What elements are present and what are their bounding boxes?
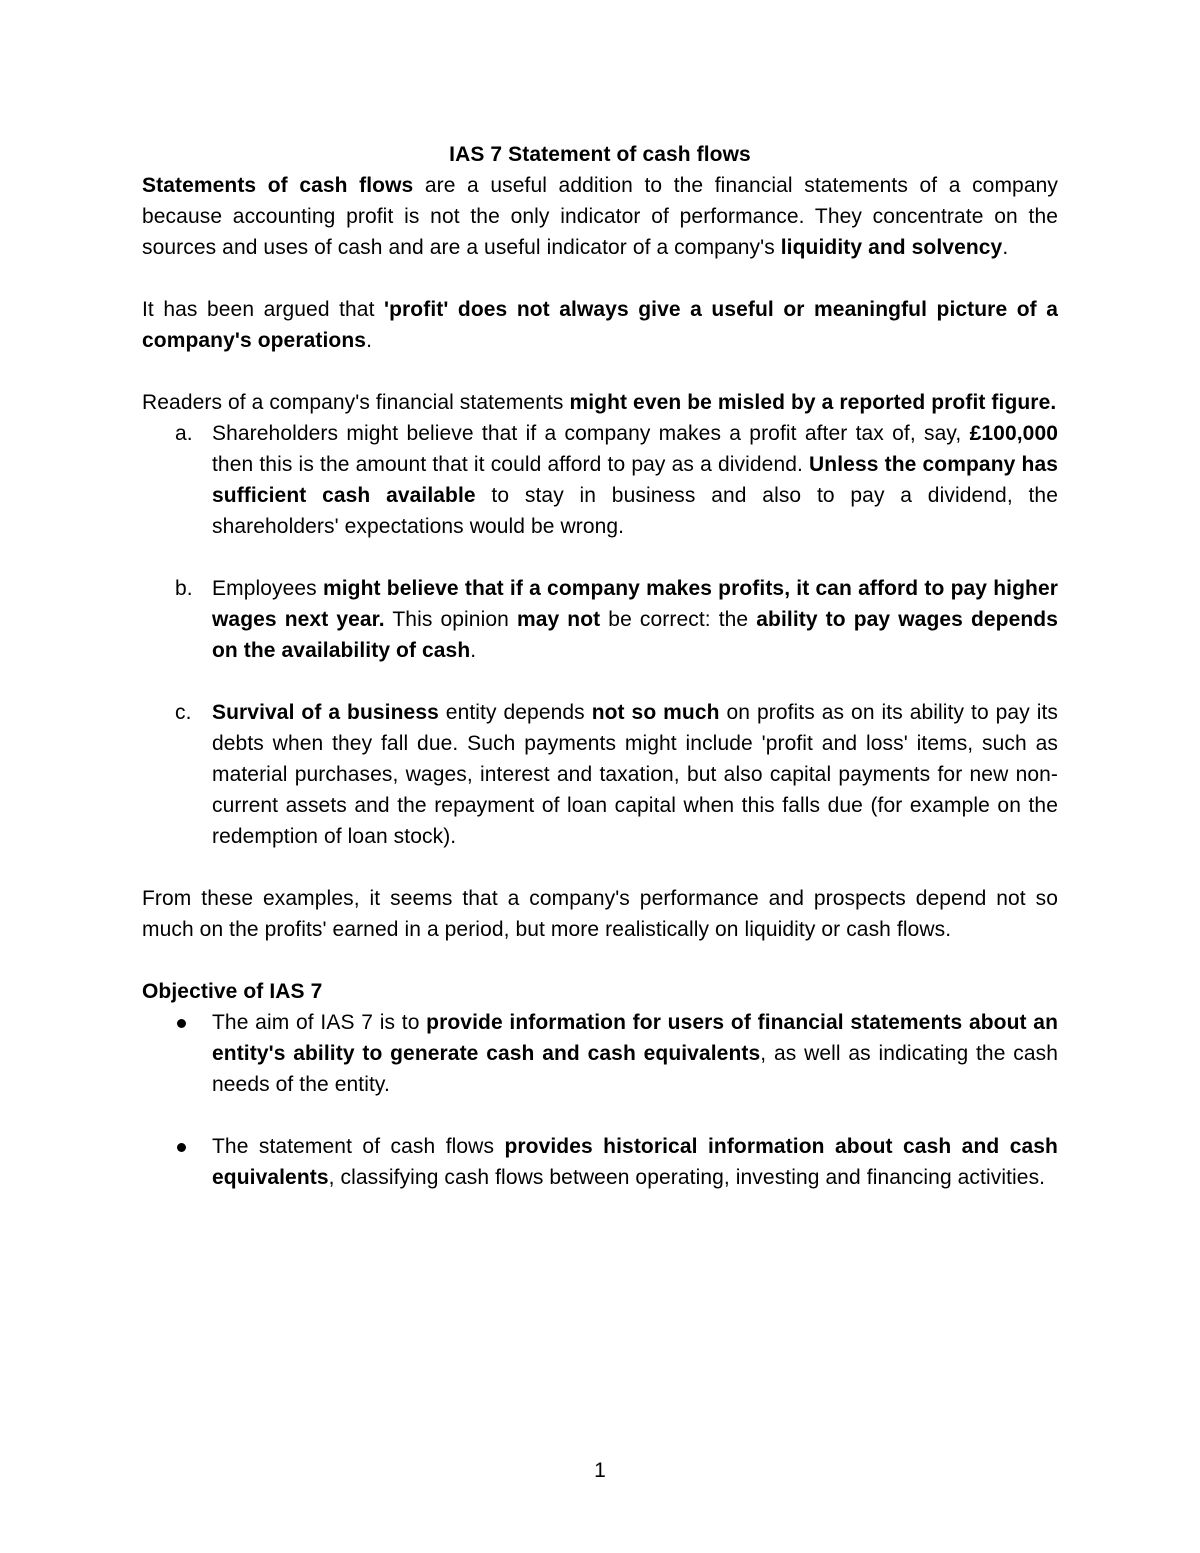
spacer [142, 945, 1058, 976]
spacer [142, 1100, 1058, 1131]
document-title: IAS 7 Statement of cash flows [449, 143, 751, 166]
item-text: on profits as on its ability to pay its debts when they fall due. Such payments might include 'profit and loss' items, such as material purchases, wages, interest and taxation, but also capital payments for new non-current assets and the repayment of loan capital when this falls due (for example on the redemption of loan stock). [212, 701, 1059, 848]
list-marker: b. [175, 577, 193, 600]
item-text: to stay in business and also to pay a dividend, the shareholders' expectations would be wrong. [212, 484, 1058, 538]
item-text: entity depends [438, 701, 592, 724]
item-text: then this is the amount that it could afford to pay as a dividend. [212, 453, 810, 476]
bullet-bold: provides historical information about cash and cash equivalents [212, 1135, 1058, 1189]
item-bold: ability to pay wages depends on the availability of cash [212, 608, 1058, 662]
intro-text: are a useful addition to the financial statements of a company because accounting profit is not the only indicator of performance. They concentrate on the sources and uses of cash and are a useful indicator of a company's [142, 174, 1058, 259]
bullet-item [142, 1007, 1058, 1100]
spacer [142, 666, 1058, 697]
objective-heading: Objective of IAS 7 [142, 980, 323, 1003]
item-bold: not so much [591, 701, 720, 724]
objective-bullets [142, 1007, 1058, 1193]
item-bold: Unless the company has sufficient cash available [212, 453, 1058, 507]
item-bold: Survival of a business [212, 701, 439, 724]
argued-bold: 'profit' does not always give a useful or meaningful picture of a company's operations [142, 298, 1059, 352]
bullet-bold: provide information for users of financial statements about an entity's ability to generate cash and cash equivalents [212, 1011, 1058, 1065]
bullet-text: , as well as indicating the cash needs of the entity. [212, 1042, 1058, 1096]
readers-bold: might even be misled by a reported profit figure. [569, 391, 1057, 414]
page-number: 1 [594, 1459, 606, 1482]
list-marker: c. [175, 701, 192, 724]
spacer [142, 852, 1058, 883]
item-text: Employees [212, 577, 323, 600]
conclusion-paragraph: From these examples, it seems that a company's performance and prospects depend not so much on the profits' earned in a period, but more realistically on liquidity or cash flows. [142, 887, 1058, 941]
bullet-dot-icon [177, 1143, 186, 1152]
bullet-text: The aim of IAS 7 is to [212, 1011, 427, 1034]
item-bold: £100,000 [969, 422, 1058, 445]
spacer [142, 263, 1058, 294]
item-bold: might believe that if a company makes profits, it can afford to pay higher wages next year. [212, 577, 1058, 631]
examples-list [142, 418, 1058, 852]
argued-text: It has been argued that [142, 298, 384, 321]
intro-end: . [1002, 236, 1009, 259]
item-bold: may not [516, 608, 601, 631]
bullet-item [142, 1131, 1058, 1193]
argued-paragraph [142, 294, 1058, 356]
list-item-b [142, 573, 1058, 666]
item-text: This opinion [384, 608, 517, 631]
page-content [142, 139, 1058, 1193]
bullet-text: , classifying cash flows between operating, investing and financing activities. [328, 1166, 1046, 1189]
intro-paragraph [142, 170, 1058, 263]
bullet-text: The statement of cash flows [212, 1135, 505, 1158]
spacer [142, 356, 1058, 387]
list-item-a [142, 418, 1058, 542]
item-text: Shareholders might believe that if a company makes a profit after tax of, say, [212, 422, 970, 445]
item-text: . [470, 639, 477, 662]
list-marker: a. [175, 422, 193, 445]
argued-end: . [366, 329, 372, 352]
item-text: be correct: the [600, 608, 757, 631]
readers-paragraph [142, 387, 1058, 418]
list-item-c [142, 697, 1058, 852]
intro-bold-liquidity: liquidity and solvency [780, 236, 1003, 259]
intro-bold-term: Statements of cash flows [142, 174, 414, 197]
spacer [142, 542, 1058, 573]
bullet-dot-icon [177, 1019, 186, 1028]
readers-text: Readers of a company's financial statements [142, 391, 570, 414]
